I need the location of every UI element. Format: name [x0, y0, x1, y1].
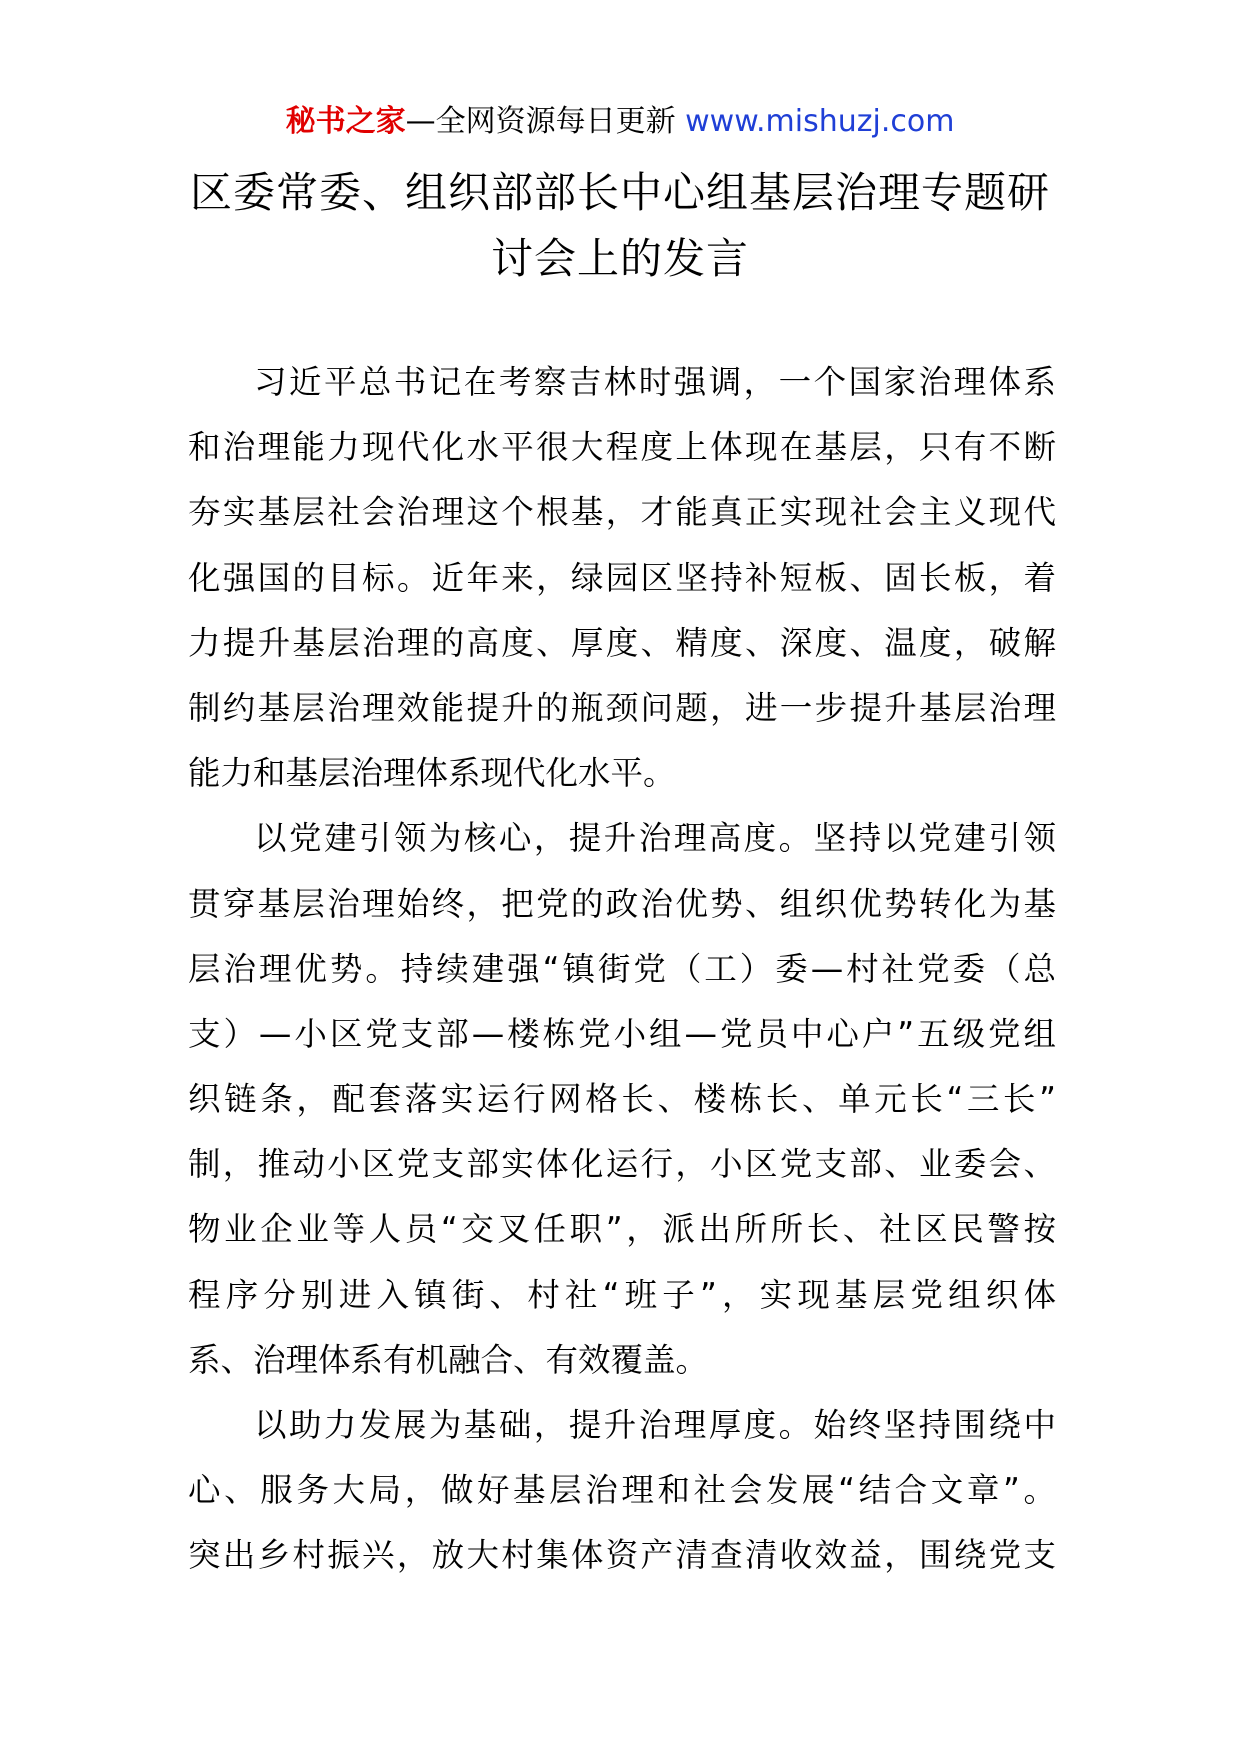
- title-line-2: 讨会上的发言: [490, 234, 749, 283]
- text-line: 以助力发展为基础，提升治理厚度。始终坚持围绕中: [254, 1406, 1056, 1444]
- text-line: 以党建引领为核心，提升治理高度。坚持以党建引领: [254, 819, 1056, 858]
- document-body: [188, 350, 1056, 1589]
- text-line: 和治理能力现代化水平很大程度上体现在基层，只有不断: [188, 428, 1056, 467]
- site-slogan: —全网资源每日更新: [405, 104, 676, 139]
- text-line: 化强国的目标。近年来，绿园区坚持补短板、固长板，着: [188, 558, 1056, 597]
- site-url-link[interactable]: www.mishuzj.com: [685, 104, 955, 139]
- text-line: 支）—小区党支部—楼栋党小组—党员中心户”五级党组: [188, 1014, 1056, 1053]
- site-brand: 秘书之家: [285, 104, 406, 139]
- text-line: 系、治理体系有机融合、有效覆盖。: [188, 1340, 709, 1379]
- text-line: 层治理优势。持续建强“镇街党（工）委—村社党委（总: [188, 949, 1056, 988]
- paragraph-development: [188, 1393, 1056, 1589]
- text-line: 织链条，配套落实运行网格长、楼栋长、单元长“三长”: [188, 1080, 1056, 1119]
- paragraph-party-building: [188, 806, 1056, 1393]
- text-line: 制，推动小区党支部实体化运行，小区党支部、业委会、: [188, 1145, 1056, 1184]
- text-line: 夯实基层社会治理这个根基，才能真正实现社会主义现代: [188, 493, 1056, 532]
- document-title: [180, 160, 1060, 292]
- text-line: 力提升基层治理的高度、厚度、精度、深度、温度，破解: [188, 623, 1056, 662]
- text-line: 突出乡村振兴，放大村集体资产清查清收效益，围绕党支: [188, 1536, 1056, 1575]
- site-header: [0, 100, 1240, 144]
- text-line: 制约基层治理效能提升的瓶颈问题，进一步提升基层治理: [188, 688, 1056, 727]
- text-line: 程序分别进入镇街、村社“班子”，实现基层党组织体: [188, 1275, 1056, 1314]
- text-line: 贯穿基层治理始终，把党的政治优势、组织优势转化为基: [188, 884, 1056, 923]
- text-line: 能力和基层治理体系现代化水平。: [188, 754, 676, 793]
- text-line: 习近平总书记在考察吉林时强调，一个国家治理体系: [254, 363, 1056, 401]
- paragraph-intro: [188, 350, 1056, 806]
- text-line: 物业企业等人员“交叉任职”，派出所所长、社区民警按: [188, 1210, 1056, 1249]
- text-line: 心、服务大局，做好基层治理和社会发展“结合文章”。: [188, 1471, 1056, 1510]
- title-line-1: 区委常委、组织部部长中心组基层治理专题研: [189, 168, 1050, 217]
